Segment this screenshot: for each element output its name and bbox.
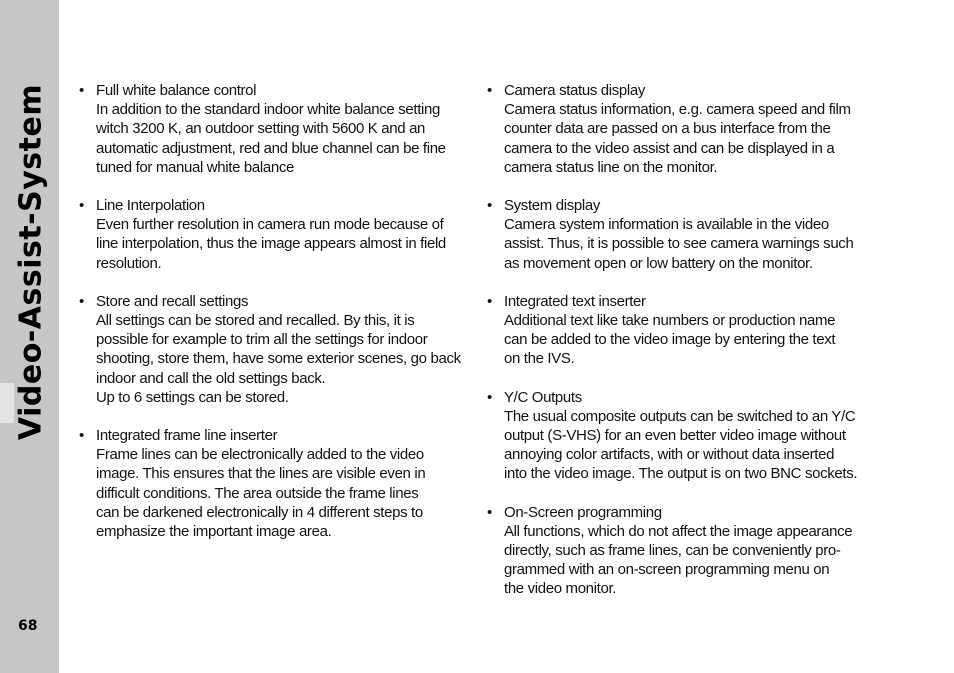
feature-item xyxy=(487,196,877,273)
feature-item xyxy=(79,81,471,177)
section-tab-marker xyxy=(0,383,14,423)
bullet-icon: • xyxy=(487,197,492,215)
bullet-icon: • xyxy=(487,82,492,99)
bullet-icon: • xyxy=(79,427,84,445)
feature-title: Line Interpolation xyxy=(96,197,205,215)
feature-item xyxy=(487,388,877,484)
feature-description: Camera system information is available in the video assist. Thus, it is possible to see camera warnings such as movement open or low battery on the monitor. xyxy=(504,216,854,272)
feature-description: Camera status information, e.g. camera speed and film counter data are passed on a bus interface from the camera to the video assist and can be displayed in a camera status line on the monitor. xyxy=(504,101,851,176)
feature-title: Full white balance control xyxy=(96,82,257,99)
feature-description: Even further resolution in camera run mode because of line interpolation, thus the image appears almost in field resolution. xyxy=(96,216,446,272)
feature-title: Integrated text inserter xyxy=(504,292,646,310)
feature-title: Camera status display xyxy=(504,82,646,99)
bullet-icon: • xyxy=(79,82,84,99)
bullet-icon: • xyxy=(487,292,492,310)
bullet-icon: • xyxy=(79,197,84,215)
bullet-icon: • xyxy=(79,292,84,310)
feature-description: Frame lines can be electronically added to the video image. This ensures that the lines are visible even in difficult conditions. The area outside the frame lines can be darkened electronically in 4 different steps to emphasize the important image area. xyxy=(96,446,426,541)
feature-description: Additional text like take numbers or production name can be added to the video image by entering the text on the IVS. xyxy=(504,312,836,368)
bullet-icon: • xyxy=(487,503,492,521)
sidebar xyxy=(0,0,59,673)
feature-item xyxy=(487,503,877,599)
right-column xyxy=(487,81,877,618)
feature-title: On-Screen programming xyxy=(504,503,662,521)
chapter-title: Video-Assist-System xyxy=(13,83,49,441)
feature-title: System display xyxy=(504,197,600,215)
page-number: 68 xyxy=(18,618,38,634)
feature-item xyxy=(79,292,471,407)
bullet-icon: • xyxy=(487,388,492,406)
feature-title: Integrated frame line inserter xyxy=(96,427,278,445)
feature-title: Y/C Outputs xyxy=(504,388,582,406)
feature-item xyxy=(79,196,471,273)
feature-description: All functions, which do not affect the image appearance directly, such as frame lines, can be conveniently pro- grammed with an on-screen programming menu on the video monitor. xyxy=(504,522,853,598)
feature-item xyxy=(487,81,877,177)
feature-item xyxy=(487,292,877,369)
feature-description: All settings can be stored and recalled. By this, it is possible for example to trim all the settings for indoor shooting, store them, have some exterior scenes, go back indoor and call the old settings back. Up to 6 settings can be stored. xyxy=(96,312,461,406)
feature-title: Store and recall settings xyxy=(96,292,249,310)
feature-item xyxy=(79,426,471,541)
feature-description: The usual composite outputs can be switched to an Y/C output (S-VHS) for an even better video image without annoying color artifacts, with or without data inserted into the video image. The output is on two BNC sockets. xyxy=(504,407,858,483)
left-column xyxy=(79,81,471,560)
feature-description: In addition to the standard indoor white balance setting witch 3200 K, an outdoor setting with 5600 K and an automatic adjustment, red and blue channel can be fine tuned for manual white balance xyxy=(96,101,446,176)
